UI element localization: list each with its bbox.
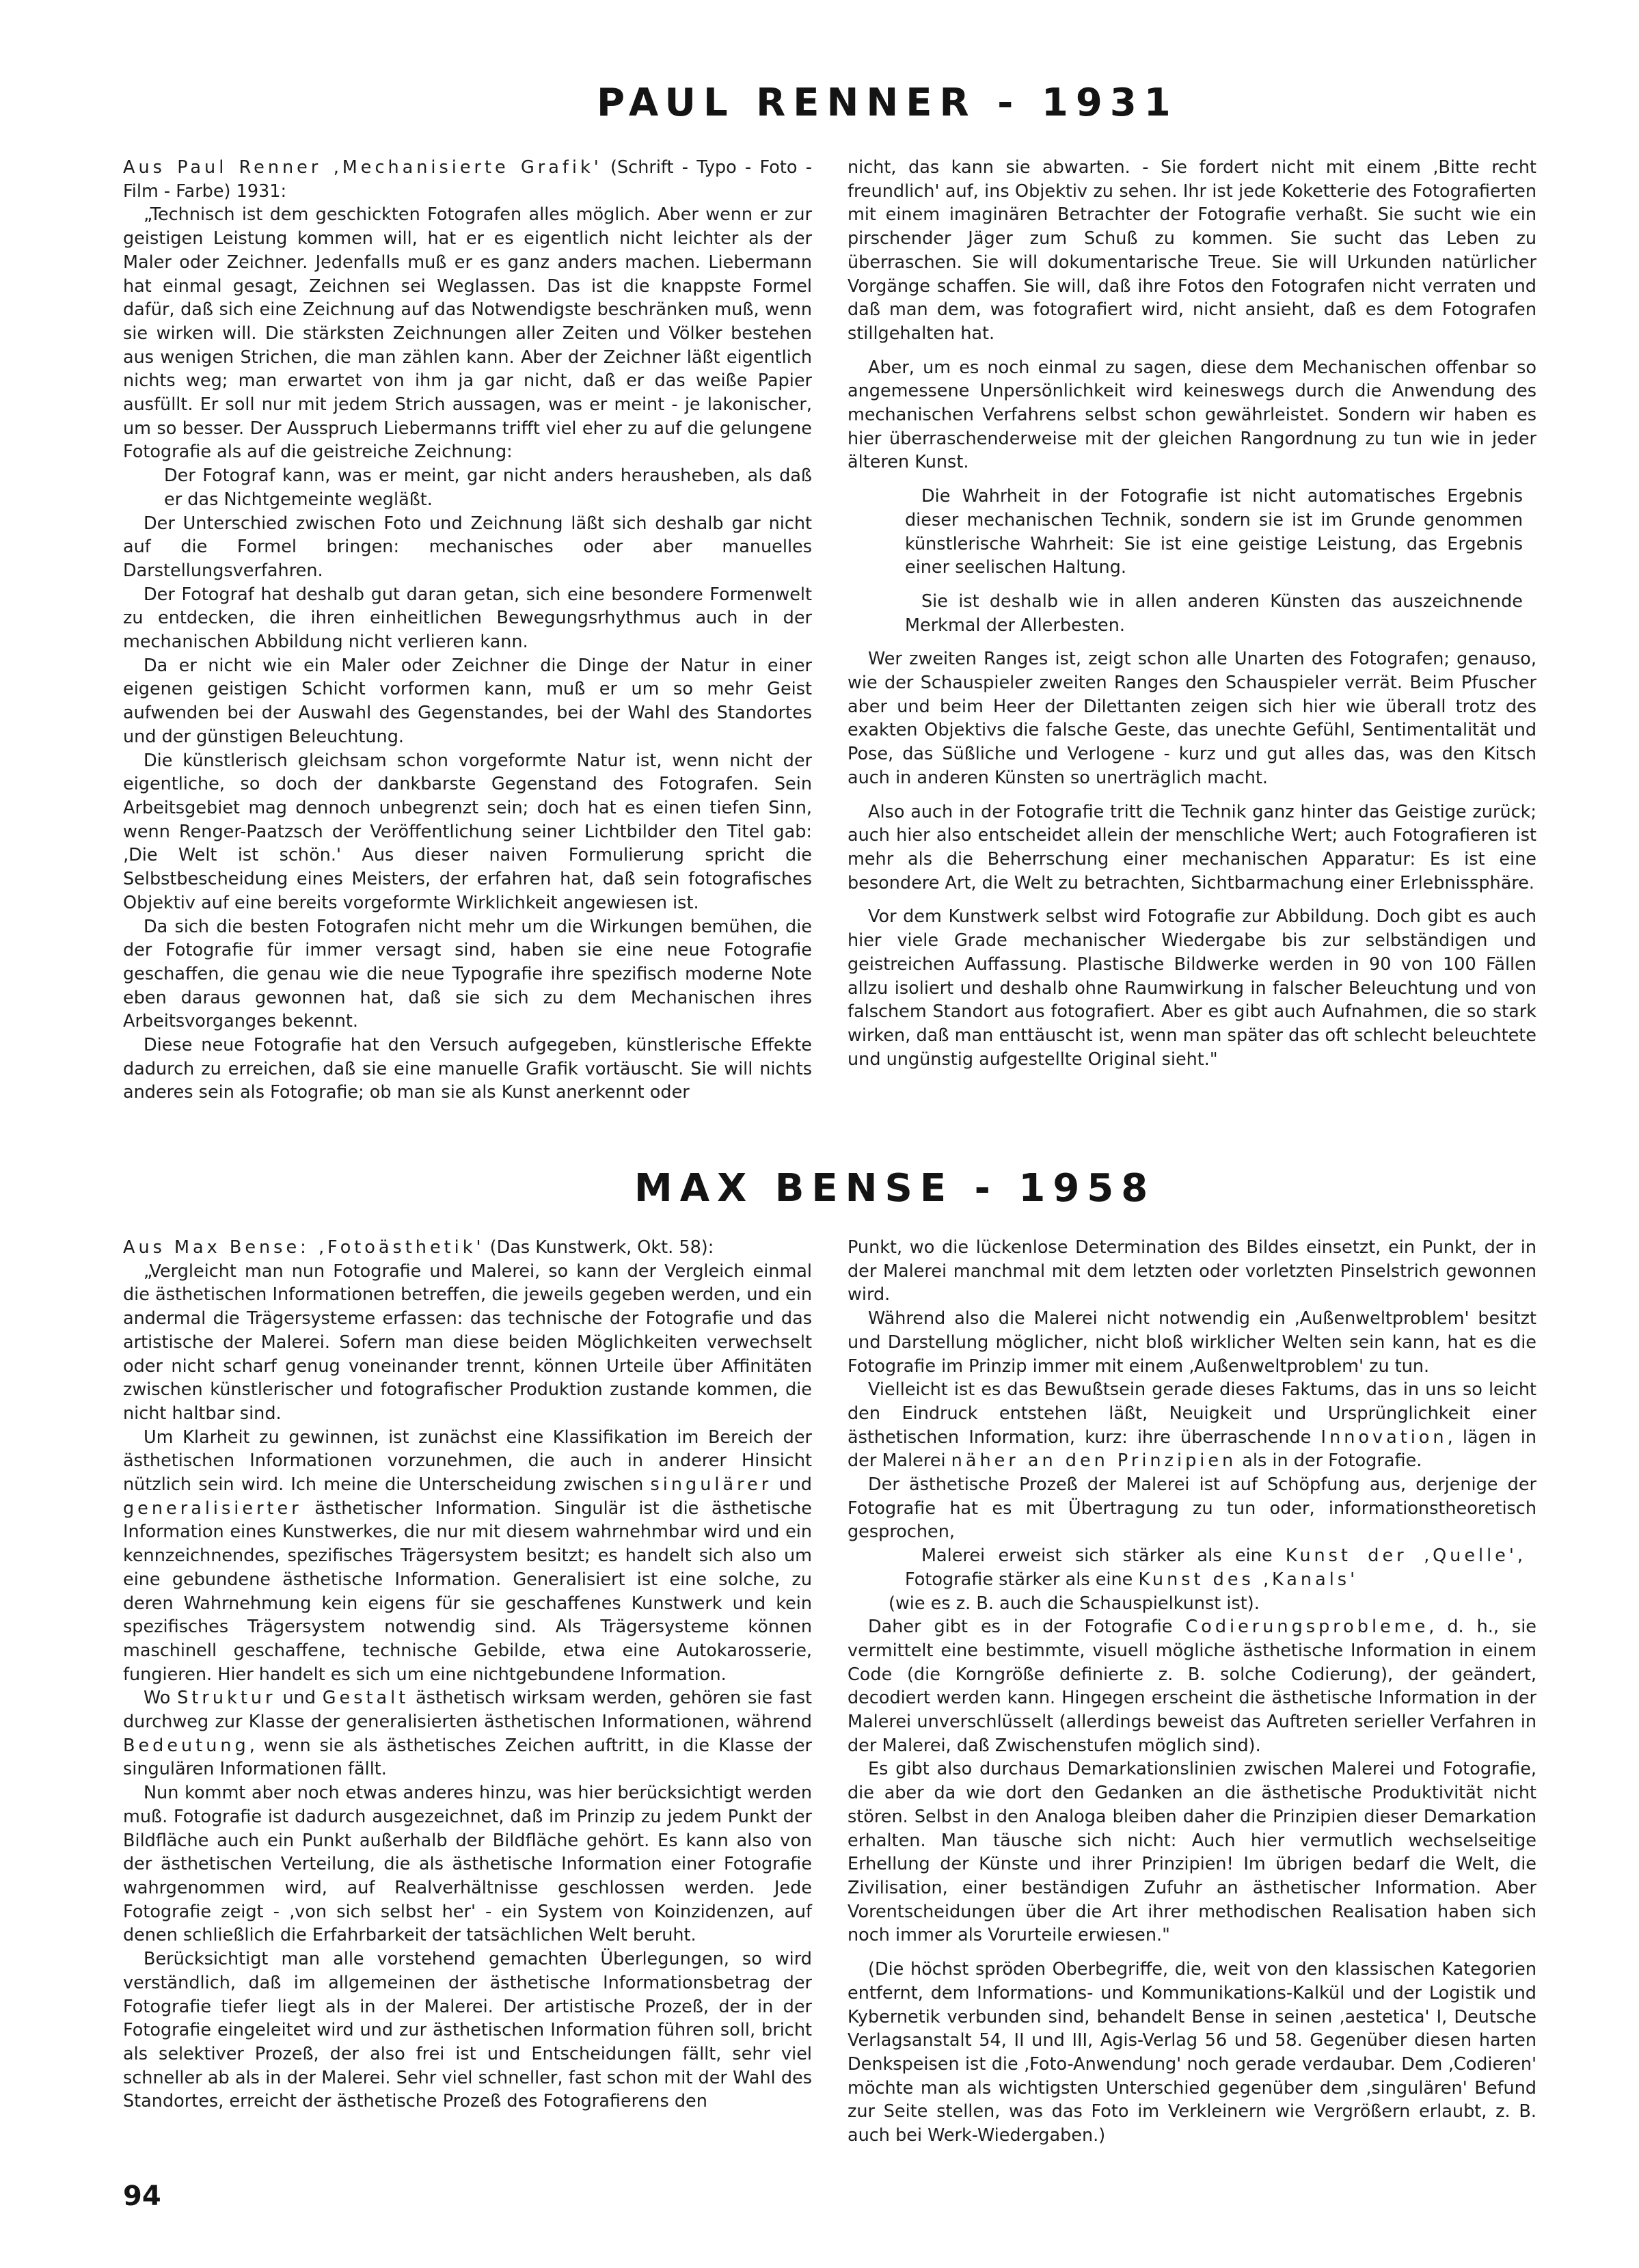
bense-text: Wo (144, 1688, 178, 1709)
page-number: 94 (123, 2181, 161, 2212)
bense-term-principles: näher an den Prinzipien (951, 1450, 1237, 1472)
bense-source-details: (Das Kunstwerk, Okt. 58): (484, 1237, 714, 1258)
bense-text: Vielleicht ist es das Bewußtsein gerade dieses Faktums, das in uns so leicht den Eindruck entstehen läßt, Neuigkeit und Ursprünglichkeit einer ästhetischen Information, kurz: ihre überraschende (848, 1379, 1536, 1448)
bense-text: , Fotografie stärker als eine (905, 1545, 1523, 1590)
bense-term-source: Kunst der ‚Quelle' (1285, 1545, 1517, 1567)
renner-paragraph: Der Unterschied zwischen Foto und Zeichnung läßt sich deshalb gar nicht auf die Formel bringen: mechanisches oder aber manuelles Darstellungsverfahren. (123, 513, 812, 581)
bense-paragraph: Punkt, wo die lückenlose Determination des Bildes einsetzt, ein Punkt, der in der Malerei manchmal mit dem letzten oder vorletzten Pinselstrich gewonnen wird. (848, 1237, 1536, 1306)
bense-text: Daher gibt es in der Fotografie (868, 1617, 1186, 1638)
bense-paragraph (123, 1686, 812, 1781)
bense-text: , d. h., sie vermittelt eine bestimmte, visuell mögliche ästhetische Information in einem Code (die Korngröße definierte z. B. solche Codierung), der geändert, decodiert werden kann. Hingegen erscheint die ästhetische Information in der Malerei unverschlüsselt (allerdings beweist das Auftreten serieller Verfahren in der Malerei, daß Zwischenstufen möglich sind). (848, 1617, 1536, 1756)
renner-paragraph: Die künstlerisch gleichsam schon vorgeformte Natur ist, wenn nicht der eigentliche, so doch der dankbarste Gegenstand des Fotografen. Sein Arbeitsgebiet mag dennoch unbegrenzt sein; doch hat es einen tiefen Sinn, wenn Renger-Paatzsch der Veröffentlichung seiner Lichtbilder den Titel gab: ‚Die Welt ist schön.' Aus dieser naiven Formulierung spricht die Selbstbescheidung eines Meisters, der erfahren hat, daß sein fotografisches Objektiv auf eine bereits vorgeformte Wirklichkeit angewiesen ist. (123, 750, 812, 913)
bense-term-generalized: generalisierter (123, 1498, 302, 1519)
bense-text: ästhetisch wirksam werden, gehören sie fast durchweg zur Klasse der generalisierten ästhetischen Informationen, während (123, 1688, 812, 1733)
heading-paul-renner: PAUL RENNER - 1931 (597, 81, 1178, 125)
renner-quote: Die Wahrheit in der Fotografie ist nicht automatisches Ergebnis dieser mechanischen Technik, sondern sie ist im Grunde genommen künstlerische Wahrheit: Sie ist eine geistige Leistung, das Ergebnis einer seelischen Haltung. (905, 486, 1523, 578)
bense-term-meaning: Bedeutung (123, 1735, 249, 1756)
renner-paragraph: Also auch in der Fotografie tritt die Technik ganz hinter das Geistige zurück; auch hier also entscheidet allein der menschliche Wert; auch Fotografieren ist mehr als die Beherrschung einer mechanischen Apparatur: Es ist eine besondere Art, die Welt zu betrachten, Sichtbarmachung einer Erlebnissphäre. (848, 801, 1536, 893)
bense-term-channel: Kunst des ‚Kanals' (1138, 1569, 1359, 1590)
bense-text: ästhetischer Information. Singulär ist die ästhetische Information eines Kunstwerkes, die nur mit diesem wahrnehmbar wird und ein kennzeichnendes, spezifisches Trägersystem besitzt; es handelt sich also um eine gebundene ästhetische Information. Generalisiert ist eine solche, zu deren Wahrnehmung kein eigens für sie geschaffenes Kunstwerk und kein spezifisches Trägersystem notwendig sind. Als Trägersysteme können maschinell geschaffene, technische Gebilde, etwa eine Autokarosserie, fungieren. Hier handelt es sich um eine nichtgebundene Information. (123, 1498, 812, 1685)
bense-text: Malerei erweist sich stärker als eine (921, 1545, 1286, 1567)
bense-text: als in der Fotografie. (1236, 1450, 1422, 1472)
bense-quote-note: (wie es z. B. auch die Schauspielkunst ist). (889, 1593, 1260, 1614)
renner-paragraph: nicht, das kann sie abwarten. - Sie fordert nicht mit einem ‚Bitte recht freundlich' auf, ins Objektiv zu sehen. Ihr ist jede Koketterie des Fotografierten mit einem imaginären Betrachter der Fotografie verhaßt. Sie sucht wie ein pirschender Jäger zum Schuß zu kommen. Sie sucht das Leben zu überraschen. Sie will dokumentarische Treue. Sie will Urkunden natürlicher Vorgänge schaffen. Sie will, daß ihre Fotos den Fotografen nicht verraten und daß man dem, was fotografiert wird, nicht ansieht, daß es dem Fotografen stillgehalten hat. (848, 157, 1536, 344)
bense-term-structure: Struktur (177, 1688, 276, 1709)
bense-term-gestalt: Gestalt (322, 1688, 409, 1709)
renner-left-column (123, 156, 812, 1105)
renner-paragraph: Da er nicht wie ein Maler oder Zeichner die Dinge der Natur in einer eigenen geistigen Schicht vorformen kann, muß er um so mehr Geist aufwenden bei der Auswahl des Gegenstandes, bei der Wahl des Standortes und der günstigen Beleuchtung. (123, 655, 812, 747)
bense-text: und (275, 1688, 323, 1709)
bense-quote (848, 1544, 1536, 1591)
renner-paragraph: Diese neue Fotografie hat den Versuch aufgegeben, künstlerische Effekte dadurch zu erreichen, daß sie eine manuelle Grafik vortäuscht. Sie will nichts anderes sein als Fotografie; ob man sie als Kunst anerkennt oder (123, 1035, 812, 1103)
renner-quote: Sie ist deshalb wie in allen anderen Künsten das auszeichnende Merkmal der Allerbesten. (905, 591, 1523, 636)
bense-paragraph: Berücksichtigt man alle vorstehend gemachten Überlegungen, so wird verständlich, daß im allgemeinen der ästhetische Informationsbetrag der Fotografie tiefer liegt als in der Malerei. Der artistische Prozeß, der in der Fotografie eingeleitet wird und zur ästhetischen Information führen soll, bricht als selektiver Prozeß, der also frei ist und Entscheidungen fällt, sehr viel schneller ab als in der Malerei. Sehr viel schneller, fast schon mit der Wahl des Standortes, erreicht der ästhetische Prozeß des Fotografierens den (123, 1949, 812, 2112)
bense-paragraph (848, 1615, 1536, 1757)
bense-source-title: Aus Max Bense: ‚Fotoästhetik' (123, 1237, 485, 1258)
bense-left-column (123, 1236, 812, 2114)
renner-right-column (848, 156, 1536, 1071)
bense-term-coding-problems: Codierungsprobleme (1185, 1617, 1429, 1638)
renner-source-details: (Schrift - Typo - Foto - Film - Farbe) 1931: (123, 157, 813, 202)
renner-paragraph: Wer zweiten Ranges ist, zeigt schon alle Unarten des Fotografen; genauso, wie der Schauspieler zweiten Ranges den Schauspieler verrät. Beim Pfuscher aber und beim Heer der Dilettanten zeigen sich hier wie überall trotz des exakten Objektivs die falsche Geste, das unechte Gefühl, Sentimentalität und Pose, das Süßliche und Verlogene - kurz und gut alles das, was den Kitsch auch in anderen Künsten so unerträglich macht. (848, 649, 1536, 788)
bense-paragraph: „Vergleicht man nun Fotografie und Malerei, so kann der Vergleich einmal die ästhetischen Informationen betreffen, die jeweils gegeben werden, und ein andermal die Trägersysteme erfassen: das technische der Fotografie und das artistische der Malerei. Sofern man diese beiden Möglichkeiten verwechselt oder nicht scharf genug voneinander trennt, können Urteile über Affinitäten zwischen künstlerischer und fotografischer Produktion zustande kommen, die nicht haltbar sind. (123, 1260, 812, 1424)
bense-paragraph: Nun kommt aber noch etwas anderes hinzu, was hier berücksichtigt werden muß. Fotografie ist dadurch ausgezeichnet, daß im Prinzip zu jedem Punkt der Bildfläche auch ein Punkt außerhalb der Bildfläche gehört. Es kann also von der ästhetischen Verteilung, die als ästhetische Information einer Fotografie wahrgenommen wird, auf Realverhältnisse geschlossen werden. Jede Fotografie zeigt - ‚von sich selbst her' - ein System von Koinzidenzen, auf denen schließlich die Erfahrbarkeit der tatsächlichen Welt beruht. (123, 1783, 812, 1946)
bense-paragraph: Es gibt also durchaus Demarkationslinien zwischen Malerei und Fotografie, die aber da wie dort den Gedanken an die ästhetische Produktivität nicht stören. Selbst in den Analoga bleiben daher die Prinzipien dieser Demarkation erhalten. Man täusche sich nicht: Auch hier vermutlich wechselseitige Erhellung der Künste und ihrer Prinzipien! Im übrigen bedarf die Welt, die Zivilisation, einer beständigen Zufuhr an ästhetischer Information. Aber Vorentscheidungen über die Art ihrer methodischen Realisation haben sich noch immer als Vorurteile erwiesen." (848, 1759, 1536, 1946)
bense-editor-note: (Die höchst spröden Oberbegriffe, die, weit von den klassischen Kategorien entfernt, dem Informations- und Kommunikations-Kalkül und der Logistik und Kybernetik verbunden sind, behandelt Bense in seinen ‚aestetica' I, Deutsche Verlagsanstalt 54, II und III, Agis-Verlag 56 und 58. Gegenüber diesen harten Denkspeisen ist die ‚Foto-Anwendung' noch gerade verdaubar. Dem ‚Codieren' möchte man als wichtigsten Unterschied gegenüber dem ‚singulären' Befund zur Seite stellen, was das Foto im Verkleinern wie Vergrößern erlaubt, z. B. auch bei Werk-Wiedergaben.) (848, 1959, 1536, 2146)
bense-text: , lägen in der Malerei (848, 1427, 1536, 1472)
renner-paragraph: Da sich die besten Fotografen nicht mehr um die Wirkungen bemühen, die der Fotografie für immer versagt sind, haben sie eine neue Fotografie geschaffen, die genau wie die neue Typografie ihre spezifisch moderne Note eben daraus gewonnen hat, daß sie sich zu dem Mechanischen ihres Arbeitsvorganges bekennt. (123, 916, 812, 1032)
bense-term-innovation: Innovation (1320, 1427, 1448, 1448)
renner-paragraph: Aber, um es noch einmal zu sagen, diese dem Mechanischen offenbar so angemessene Unpersönlichkeit wird keineswegs durch die Anwendung des mechanischen Verfahrens selbst schon gewährleistet. Sondern wir haben es hier überraschenderweise mit der gleichen Rangordnung zu tun wie in jeder älteren Kunst. (848, 357, 1536, 473)
renner-source-title: Aus Paul Renner ‚Mechanisierte Grafik' (123, 157, 602, 178)
bense-right-column (848, 1236, 1536, 2148)
renner-paragraph: Vor dem Kunstwerk selbst wird Fotografie zur Abbildung. Doch gibt es auch hier viele Grade mechanischer Wiedergabe bis zur selbständigen und geistreichen Auffassung. Plastische Bildwerke werden in 90 von 100 Fällen allzu isoliert und deshalb ohne Raumwirkung in falscher Beleuchtung und von falschem Standort aus fotografiert. Aber es gibt auch Aufnahmen, die so stark wirken, daß man enttäuscht ist, wenn man später das oft schlecht beleuchtete und ungünstig aufgestellte Original sieht." (848, 906, 1536, 1070)
bense-text: und (772, 1474, 812, 1496)
renner-paragraph: Der Fotograf hat deshalb gut daran getan, sich eine besondere Formenwelt zu entdecken, die ihren einheitlichen Bewegungsrhythmus auch in der mechanischen Abbildung nicht verlieren kann. (123, 584, 812, 653)
bense-paragraph (848, 1378, 1536, 1473)
bense-text: , wenn sie als ästhetisches Zeichen auftritt, in die Klasse der singulären Informationen fällt. (123, 1735, 812, 1780)
renner-paragraph: „Technisch ist dem geschickten Fotografen alles möglich. Aber wenn er zur geistigen Leistung kommen will, hat er es eigentlich nicht leichter als der Maler oder Zeichner. Jedenfalls muß er es ganz anders machen. Liebermann hat einmal gesagt, Zeichnen sei Weglassen. Das ist die knappste Formel dafür, daß sich eine Zeichnung auf das Notwendigste beschränken muß, wenn sie wirken will. Die stärksten Zeichnungen aller Zeiten und Völker bestehen aus wenigen Strichen, die man zählen kann. Aber der Zeichner läßt eigentlich nichts weg; man erwartet von ihm ja gar nicht, daß er das weiße Papier ausfüllt. Er soll nur mit jedem Strich aussagen, was er meint - je lakonischer, um so besser. Der Ausspruch Liebermanns trifft viel eher zu auf die gelungene Fotografie als auf die geistreiche Zeichnung: (123, 204, 812, 463)
bense-paragraph: Der ästhetische Prozeß der Malerei ist auf Schöpfung aus, derjenige der Fotografie hat es mit Übertragung zu tun oder, informationstheoretisch gesprochen, (848, 1474, 1536, 1543)
bense-paragraph: Während also die Malerei nicht notwendig ein ‚Außenweltproblem' besitzt und Darstellung möglicher, nicht bloß wirklicher Welten sein kann, hat es die Fotografie im Prinzip immer mit einem ‚Außenweltproblem' zu tun. (848, 1308, 1536, 1377)
bense-term-singular: singulärer (650, 1474, 772, 1496)
bense-source (123, 1236, 812, 1260)
heading-max-bense: MAX BENSE - 1958 (634, 1166, 1156, 1211)
bense-text: Um Klarheit zu gewinnen, ist zunächst eine Klassifikation im Bereich der ästhetischen Informationen vorzunehmen, die auch in anderer Hinsicht nützlich sein wird. Ich meine die Unterscheidung zwischen (123, 1427, 812, 1496)
renner-source (123, 156, 812, 203)
bense-paragraph (123, 1426, 812, 1687)
renner-quote: Der Fotograf kann, was er meint, gar nicht anders herausheben, als daß er das Nichtgemeinte wegläßt. (164, 465, 812, 510)
